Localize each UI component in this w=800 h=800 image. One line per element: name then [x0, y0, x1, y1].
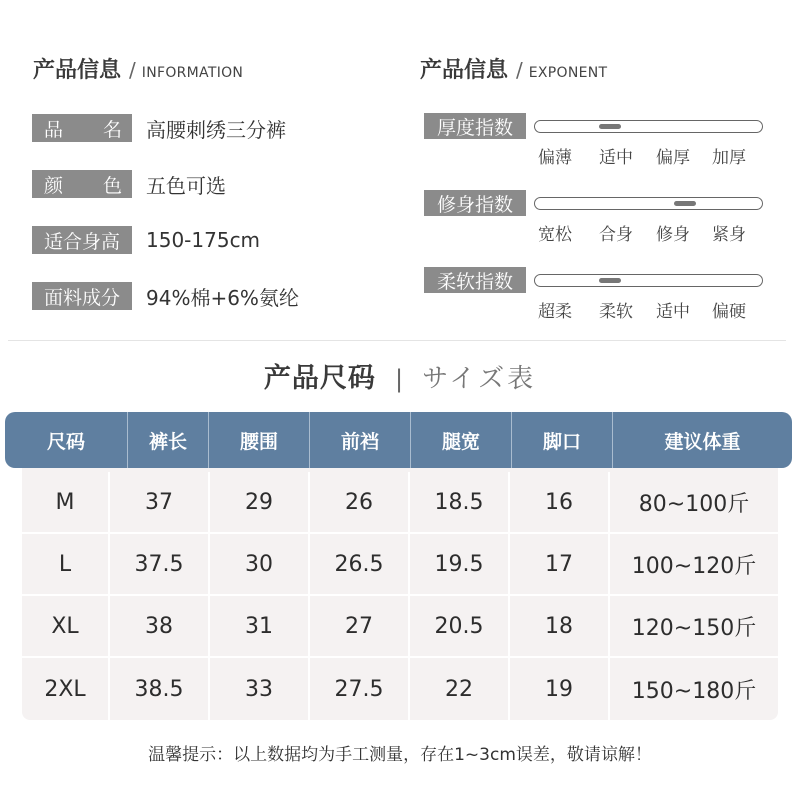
scale-tick-label: 偏硬	[712, 302, 746, 322]
size-table-header	[5, 412, 792, 468]
table-cell: 18	[510, 596, 610, 658]
info-section-subtitle: INFORMATION	[141, 65, 244, 81]
exponent-section-title: 产品信息	[420, 58, 509, 83]
table-cell: 37	[110, 472, 210, 534]
table-cell-weight: 120~150斤	[610, 596, 778, 658]
fit-scale-ticks	[538, 220, 768, 245]
info-row-height	[32, 226, 260, 254]
fit-scale-indicator	[674, 201, 696, 206]
exponent-section-subtitle: EXPONENT	[528, 65, 608, 81]
size-table-header-cell: 前裆	[310, 412, 411, 468]
scale-tick-label: 合身	[599, 225, 633, 245]
info-label-char: 颜	[44, 174, 64, 197]
table-cell-size: M	[22, 472, 110, 534]
softness-scale-ticks	[538, 297, 768, 322]
table-row	[22, 658, 778, 720]
size-section-separator: |	[394, 365, 404, 393]
thickness-scale-indicator	[599, 124, 621, 129]
size-table-header-cell: 裤长	[128, 412, 209, 468]
info-row-name	[32, 114, 286, 142]
table-row	[22, 472, 778, 534]
table-cell-size: 2XL	[22, 658, 110, 720]
table-cell: 30	[210, 534, 310, 596]
table-cell: 29	[210, 472, 310, 534]
info-section-slash: /	[129, 58, 136, 82]
table-cell: 33	[210, 658, 310, 720]
table-cell: 27	[310, 596, 410, 658]
exponent-label-softness: 柔软指数	[424, 267, 526, 293]
size-table-header-cell: 腰围	[209, 412, 310, 468]
table-cell-weight: 80~100斤	[610, 472, 778, 534]
table-cell: 20.5	[410, 596, 510, 658]
measurement-tip: 温馨提示：以上数据均为手工测量，存在1~3cm误差，敬请谅解！	[148, 745, 652, 765]
info-label-char: 色	[102, 174, 122, 197]
scale-tick-label: 紧身	[712, 225, 746, 245]
section-divider	[8, 340, 786, 341]
exponent-label-thickness: 厚度指数	[424, 113, 526, 139]
info-section-header	[33, 53, 243, 84]
softness-scale-indicator	[599, 278, 621, 283]
thickness-scale-ticks	[538, 143, 768, 168]
table-cell-size: L	[22, 534, 110, 596]
table-row	[22, 534, 778, 596]
table-cell: 38.5	[110, 658, 210, 720]
info-row-color	[32, 170, 226, 198]
fit-scale-track	[534, 197, 763, 210]
size-section-subtitle: サイズ表	[422, 364, 537, 394]
thickness-scale-track	[534, 120, 763, 133]
info-section-title: 产品信息	[33, 58, 122, 83]
scale-tick-label: 适中	[656, 302, 690, 322]
scale-tick-label: 修身	[656, 225, 690, 245]
table-cell: 19	[510, 658, 610, 720]
info-label-height: 适合身高	[32, 226, 132, 254]
table-cell: 26.5	[310, 534, 410, 596]
size-section-title: 产品尺码	[263, 363, 376, 394]
table-cell: 38	[110, 596, 210, 658]
exponent-section-slash: /	[516, 58, 523, 82]
table-cell: 18.5	[410, 472, 510, 534]
info-value-fabric: 94%棉+6%氨纶	[146, 285, 299, 310]
size-table-header-cell: 腿宽	[411, 412, 512, 468]
table-cell: 37.5	[110, 534, 210, 596]
info-row-fabric	[32, 282, 299, 310]
info-label-char: 名	[102, 118, 122, 141]
table-cell-weight: 150~180斤	[631, 678, 757, 704]
table-cell: 26	[310, 472, 410, 534]
size-table-header-cell: 建议体重	[664, 430, 741, 453]
info-label-fabric: 面料成分	[32, 282, 132, 310]
table-cell: 31	[210, 596, 310, 658]
table-cell-size: XL	[22, 596, 110, 658]
scale-tick-label: 偏薄	[538, 148, 572, 168]
table-cell: 27.5	[310, 658, 410, 720]
table-cell: 17	[510, 534, 610, 596]
info-value-height: 150-175cm	[146, 228, 261, 252]
info-value-color: 五色可选	[146, 173, 226, 198]
scale-tick-label: 超柔	[538, 302, 572, 322]
exponent-label-fit: 修身指数	[424, 190, 526, 216]
table-cell-weight: 100~120斤	[610, 534, 778, 596]
scale-tick-label: 偏厚	[656, 148, 690, 168]
scale-tick-label: 宽松	[538, 225, 572, 245]
size-section-header	[0, 356, 800, 395]
exponent-section-header	[420, 53, 607, 84]
info-label-color	[32, 170, 132, 198]
softness-scale-track	[534, 274, 763, 287]
scale-tick-label: 适中	[599, 148, 633, 168]
info-value-name: 高腰刺绣三分裤	[146, 117, 286, 142]
table-cell: 19.5	[410, 534, 510, 596]
table-cell: 22	[410, 658, 510, 720]
info-label-char: 品	[44, 118, 64, 141]
size-table-header-cell: 尺码	[5, 412, 128, 468]
scale-tick-label: 柔软	[599, 302, 633, 322]
scale-tick-label: 加厚	[712, 148, 746, 168]
size-table-header-cell: 脚口	[512, 412, 613, 468]
table-cell: 16	[510, 472, 610, 534]
info-label-name	[32, 114, 132, 142]
table-row	[22, 596, 778, 658]
